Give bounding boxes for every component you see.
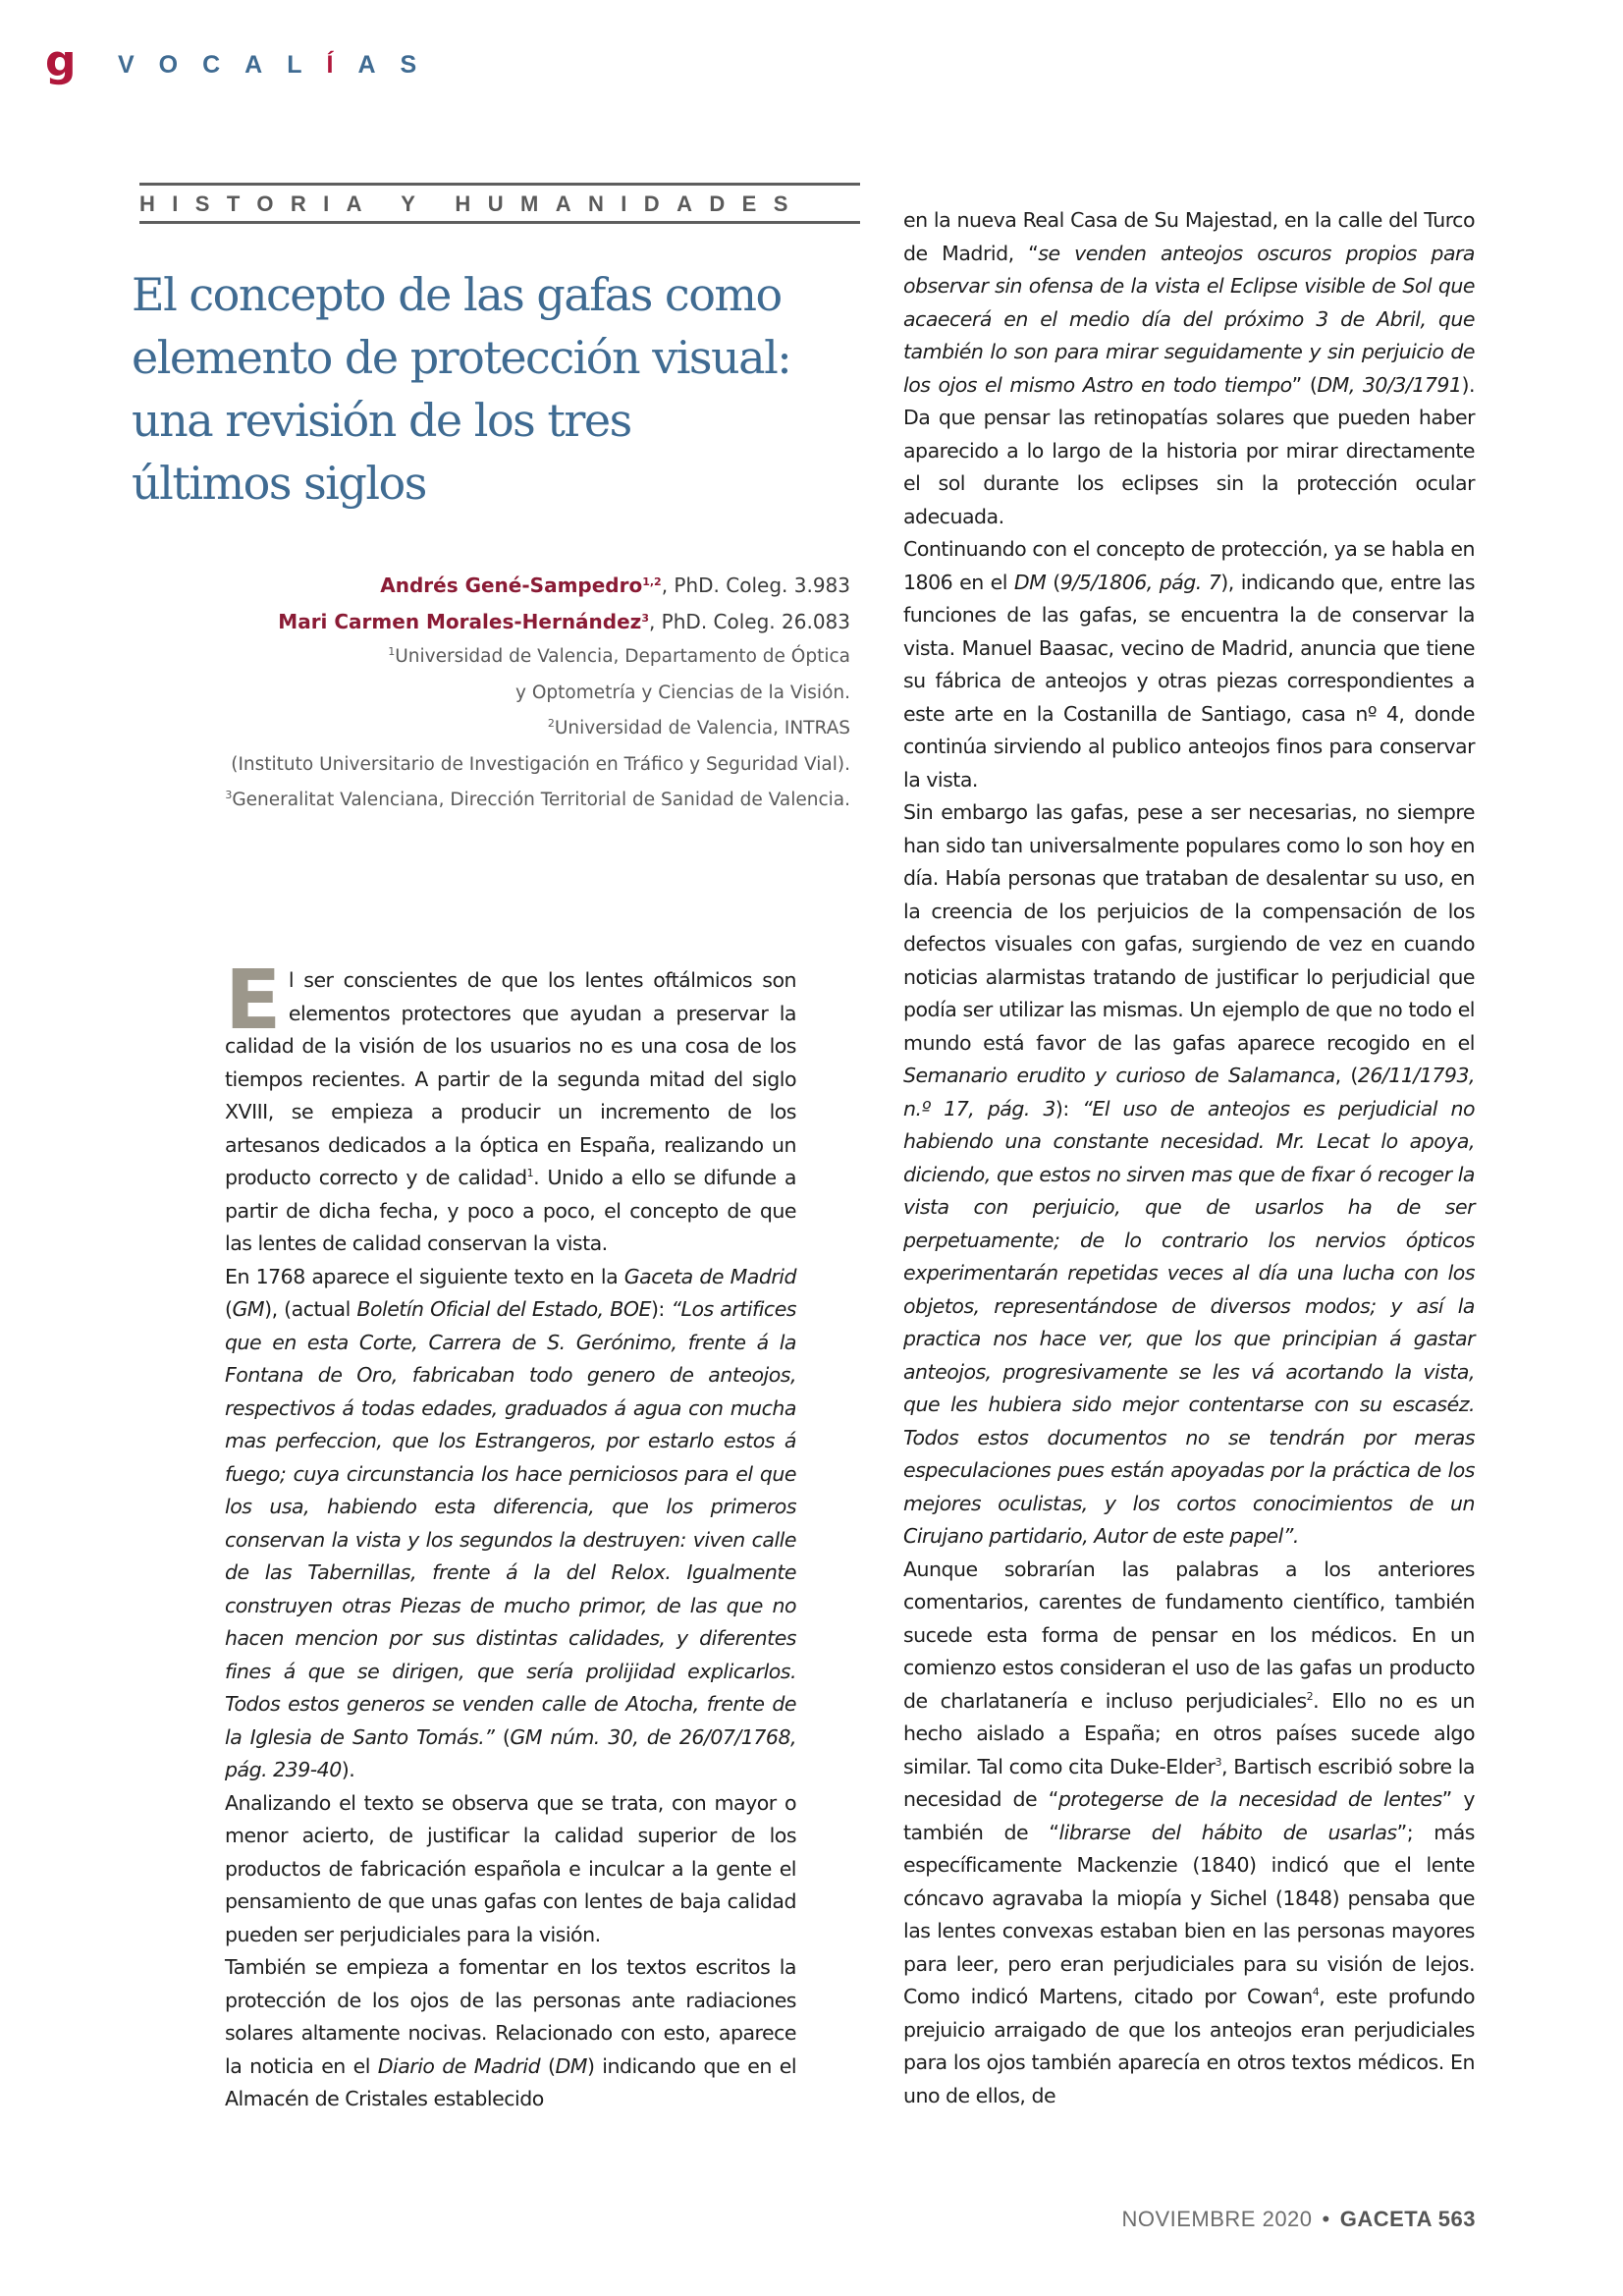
author-name: Andrés Gené-Sampedro	[380, 574, 643, 597]
paragraph-text: (	[494, 1724, 511, 1749]
historical-quote: “Los artifices que en esta Corte, Carrera de S. Gerónimo, frente á la Fontana de Oro, fabricaban todo genero de anteojos, respectivos á todas edades, graduados á agua con mucha mas perfeccion, que los Estrangeros, por estarlo estos á fuego; cuya circunstancia los hace perniciosos para el que los usa, habiendo esta diferencia, que los primeros conservan la vista y los segundos la destruyen: viven calle de las Tabernillas, frente á la del Relox. Igualmente construyen otras Piezas de mucho primor, de las que no hacen mencion por sus distintas calidades, y diferentes fines á que se dirigen, que sería prolijidad explicarlos. Todos estos generos se venden calle de Atocha, frente de la Iglesia de Santo Tomás.”	[225, 1297, 796, 1749]
paragraph-text: ”; más específicamente Mackenzie (1840) indicó que el lente cóncavo agravaba la miopía y Sichel (1848) pensaba que las lentes convexas estaban bien en las personas mayores para leer, pero eran perjudiciales para su visión de lejos. Como indicó Martens, citado por Cowan	[903, 1820, 1475, 2008]
affiliation-number: 1	[388, 645, 396, 658]
paragraph-text: ” (	[1291, 372, 1318, 397]
paragraph-text: ).	[341, 1758, 355, 1781]
publication-abbr: DM	[1013, 570, 1047, 594]
article-rubric	[139, 183, 860, 224]
author-name: Mari Carmen Morales-Hernández	[278, 609, 642, 633]
paragraph	[225, 1261, 796, 1787]
paragraph	[903, 533, 1475, 796]
paragraph	[225, 1951, 796, 2116]
section-name-accent: Í	[326, 51, 358, 79]
historical-quote: librarse del hábito de usarlas	[1058, 1820, 1397, 1844]
section-name-part: VOCAL	[118, 51, 327, 79]
citation: 9/5/1806, pág. 7	[1059, 570, 1221, 594]
affiliation-line	[124, 676, 850, 712]
footnote-ref: 3	[1215, 1755, 1221, 1769]
paragraph-text: En 1768 aparece el siguiente texto en la	[225, 1264, 624, 1288]
author-credential: , PhD. Coleg. 26.083	[648, 609, 850, 633]
citation: GM núm. 30, de 26/07/1768, pág. 239-40	[225, 1724, 796, 1781]
body-column-left	[225, 952, 797, 2116]
affiliation-line	[124, 783, 850, 819]
publication-name: Gaceta de Madrid	[623, 1264, 796, 1288]
title-line: El concepto de las gafas como	[132, 268, 782, 321]
paragraph-text: ), indicando que, entre las funciones de las gafas, se encuentra la de conservar la vista. Manuel Baasac, vecino de Madrid, anuncia que tiene su fábrica de anteojos y otras piezas correspondientes a este arte en la Costanilla de Santiago, casa nº 4, donde continúa sirviendo al publico anteojos finos para conservar la vista.	[903, 570, 1476, 792]
affiliation-line	[124, 747, 850, 784]
magazine-logo: g	[45, 36, 77, 86]
article-title	[132, 263, 858, 515]
paragraph-text: ), (actual	[264, 1297, 357, 1321]
rubric-label: HISTORIA Y HUMANIDADES	[139, 191, 805, 216]
author-block	[124, 568, 850, 819]
footnote-ref: 2	[1306, 1689, 1314, 1703]
paragraph-text: . Ello no es un hecho aislado a España; en otros países sucede algo similar. Tal como cita Duke-Elder	[903, 1688, 1476, 1778]
paragraph-text: . Unido a ello se difunde a partir de dicha fecha, y poco a poco, el concepto de que las lentes de calidad conservan la vista.	[225, 1166, 796, 1255]
publication-name: Boletín Oficial del Estado, BOE	[356, 1297, 651, 1321]
paragraph	[903, 1554, 1475, 2113]
paragraph-text: en la nueva Real Casa de Su Majestad, en la calle del Turco de Madrid, “	[903, 208, 1475, 265]
author-affiliation-ref: 1,2	[642, 575, 662, 588]
affiliation-text: Generalitat Valenciana, Dirección Territorial de Sanidad de Valencia.	[232, 790, 850, 810]
separator-dot: •	[1322, 2207, 1330, 2231]
issue-date: NOVIEMBRE 2020	[1121, 2207, 1313, 2231]
paragraph-text: (	[540, 2053, 556, 2078]
citation: 26/11/1793, n.º 17, pág. 3	[903, 1064, 1475, 1121]
section-name	[118, 51, 441, 80]
paragraph-text: ):	[650, 1297, 672, 1321]
paragraph: Analizando el texto se observa que se trata, con mayor o menor acierto, de justificar la calidad superior de los productos de fabricación española e inculcar a la gente el pensamiento de que unas gafas con lentes de baja calidad pueden ser perjudiciales para la visión.	[225, 1790, 796, 1946]
paragraph-text: (	[1046, 570, 1060, 594]
publication-page-number: GACETA 563	[1339, 2207, 1476, 2231]
historical-quote: “El uso de anteojos es perjudicial no habiendo una constante necesidad. Mr. Lecat lo apoya, diciendo, que estos no sirven mas que de fixar ó recoger la vista con perjuicio, que de usarlos ha de ser perpetuamente; de lo contrario los nervios ópticos experimentarán repetidas veces al día una lucha con los objetos, representándose de diversos modos; y así la practica nos hace ver, que los que principian á gastar anteojos, progresivamente se les vá acortando la vista, que les hubiera sido mejor contentarse con su escaséz. Todos estos documentos no se tendrán por meras especulaciones pues están apoyadas por la práctica de los mejores oculistas, y los cortos conocimientos de un Cirujano partidario, Autor de este papel”.	[903, 1096, 1476, 1548]
affiliation-text: y Optometría y Ciencias de la Visión.	[515, 682, 850, 703]
paragraph-text: , este profundo prejuicio arraigado de que los anteojos eran perjudiciales para los ojos también aparecía en otros textos médicos. En uno de ellos, de	[903, 1985, 1475, 2107]
paragraph-text: ) indicando que en el Almacén de Cristales establecido	[225, 2053, 797, 2110]
author-line	[124, 604, 850, 640]
drop-cap: E	[225, 952, 281, 1048]
citation: DM, 30/3/1791	[1317, 372, 1462, 397]
title-line: últimos siglos	[132, 457, 426, 510]
affiliation-line	[124, 639, 850, 676]
affiliation-text: (Instituto Universitario de Investigación en Tráfico y Seguridad Vial).	[231, 753, 850, 775]
publication-abbr: DM	[555, 2053, 587, 2078]
historical-quote: protegerse de la necesidad de lentes	[1057, 1787, 1442, 1811]
paragraph-text: ” y también de “	[903, 1787, 1475, 1844]
paragraph-text: ):	[1055, 1096, 1083, 1121]
publication-name: Semanario erudito y curioso de Salamanca	[903, 1064, 1335, 1087]
title-line: una revisión de los tres	[132, 394, 631, 447]
paragraph	[225, 952, 796, 1261]
title-line: elemento de protección visual:	[132, 331, 791, 384]
affiliation-number: 2	[547, 717, 555, 730]
author-line	[124, 568, 850, 604]
affiliation-line	[124, 711, 850, 747]
publication-name: Diario de Madrid	[377, 2053, 541, 2078]
page-footer	[1121, 2207, 1476, 2232]
historical-quote: se venden anteojos oscuros propios para observar sin ofensa de la vista el Eclipse visible de Sol que acaecerá en el medio día del próximo 3 de Abril, que también lo son para mirar seguidamente y sin perjuicio de los ojos el mismo Astro en todo tiempo	[903, 241, 1475, 397]
publication-abbr: GM	[232, 1297, 265, 1321]
paragraph-text: Continuando con el concepto de protección, ya se habla en 1806 en el	[903, 537, 1475, 594]
paragraph-text: ). Da que pensar las retinopatías solares que pueden haber aparecido a lo largo de la historia por mirar directamente el sol durante los eclipses sin la protección ocular adecuada.	[903, 372, 1476, 528]
paragraph-text: Aunque sobrarían las palabras a los anteriores comentarios, carentes de fundamento científico, también sucede esta forma de pensar en los médicos. En un comienzo estos consideran el uso de las gafas un producto de charlatanería e incluso perjudiciales	[903, 1557, 1475, 1713]
paragraph-text: , (	[1334, 1064, 1358, 1087]
paragraph-text: , Bartisch escribió sobre la necesidad de “	[903, 1754, 1475, 1811]
paragraph	[903, 796, 1475, 1554]
author-affiliation-ref: 3	[641, 611, 649, 625]
section-name-part: AS	[357, 51, 442, 79]
affiliation-number: 3	[225, 789, 233, 801]
footnote-ref: 4	[1312, 1986, 1320, 1998]
body-column-right	[903, 204, 1475, 2112]
affiliation-text: Universidad de Valencia, INTRAS	[554, 718, 850, 738]
paragraph	[903, 204, 1475, 533]
paragraph-text: También se empieza a fomentar en los textos escritos la protección de los ojos de las personas ante radiaciones solares altamente nocivas. Relacionado con esto, aparece la noticia en el	[225, 1955, 796, 2078]
paragraph-text: Sin embargo las gafas, pese a ser necesarias, no siempre han sido tan universalmente populares como lo son hoy en día. Había personas que trataban de desalentar su uso, en la creencia de los perjuicios de la compensación de los defectos visuales con gafas, surgiendo de vez en cuando noticias alarmistas tratando de justificar lo perjudicial que podía ser utilizar las mismas. Un ejemplo de que no todo el mundo está favor de las gafas aparece recogido en el	[903, 800, 1475, 1055]
footnote-ref: 1	[526, 1167, 534, 1179]
paragraph-text: l ser conscientes de que los lentes oftálmicos son elementos protectores que ayudan a preservar la calidad de la visión de los usuarios no es una cosa de los tiempos recientes. A partir de la segunda mitad del siglo XVIII, se empieza a producir un incremento de los artesanos dedicados a la óptica en España, realizando un producto correcto y de calidad	[225, 968, 796, 1189]
author-credential: , PhD. Coleg. 3.983	[661, 574, 850, 597]
affiliation-text: Universidad de Valencia, Departamento de Óptica	[395, 646, 850, 667]
paragraph-text: (	[225, 1297, 233, 1321]
